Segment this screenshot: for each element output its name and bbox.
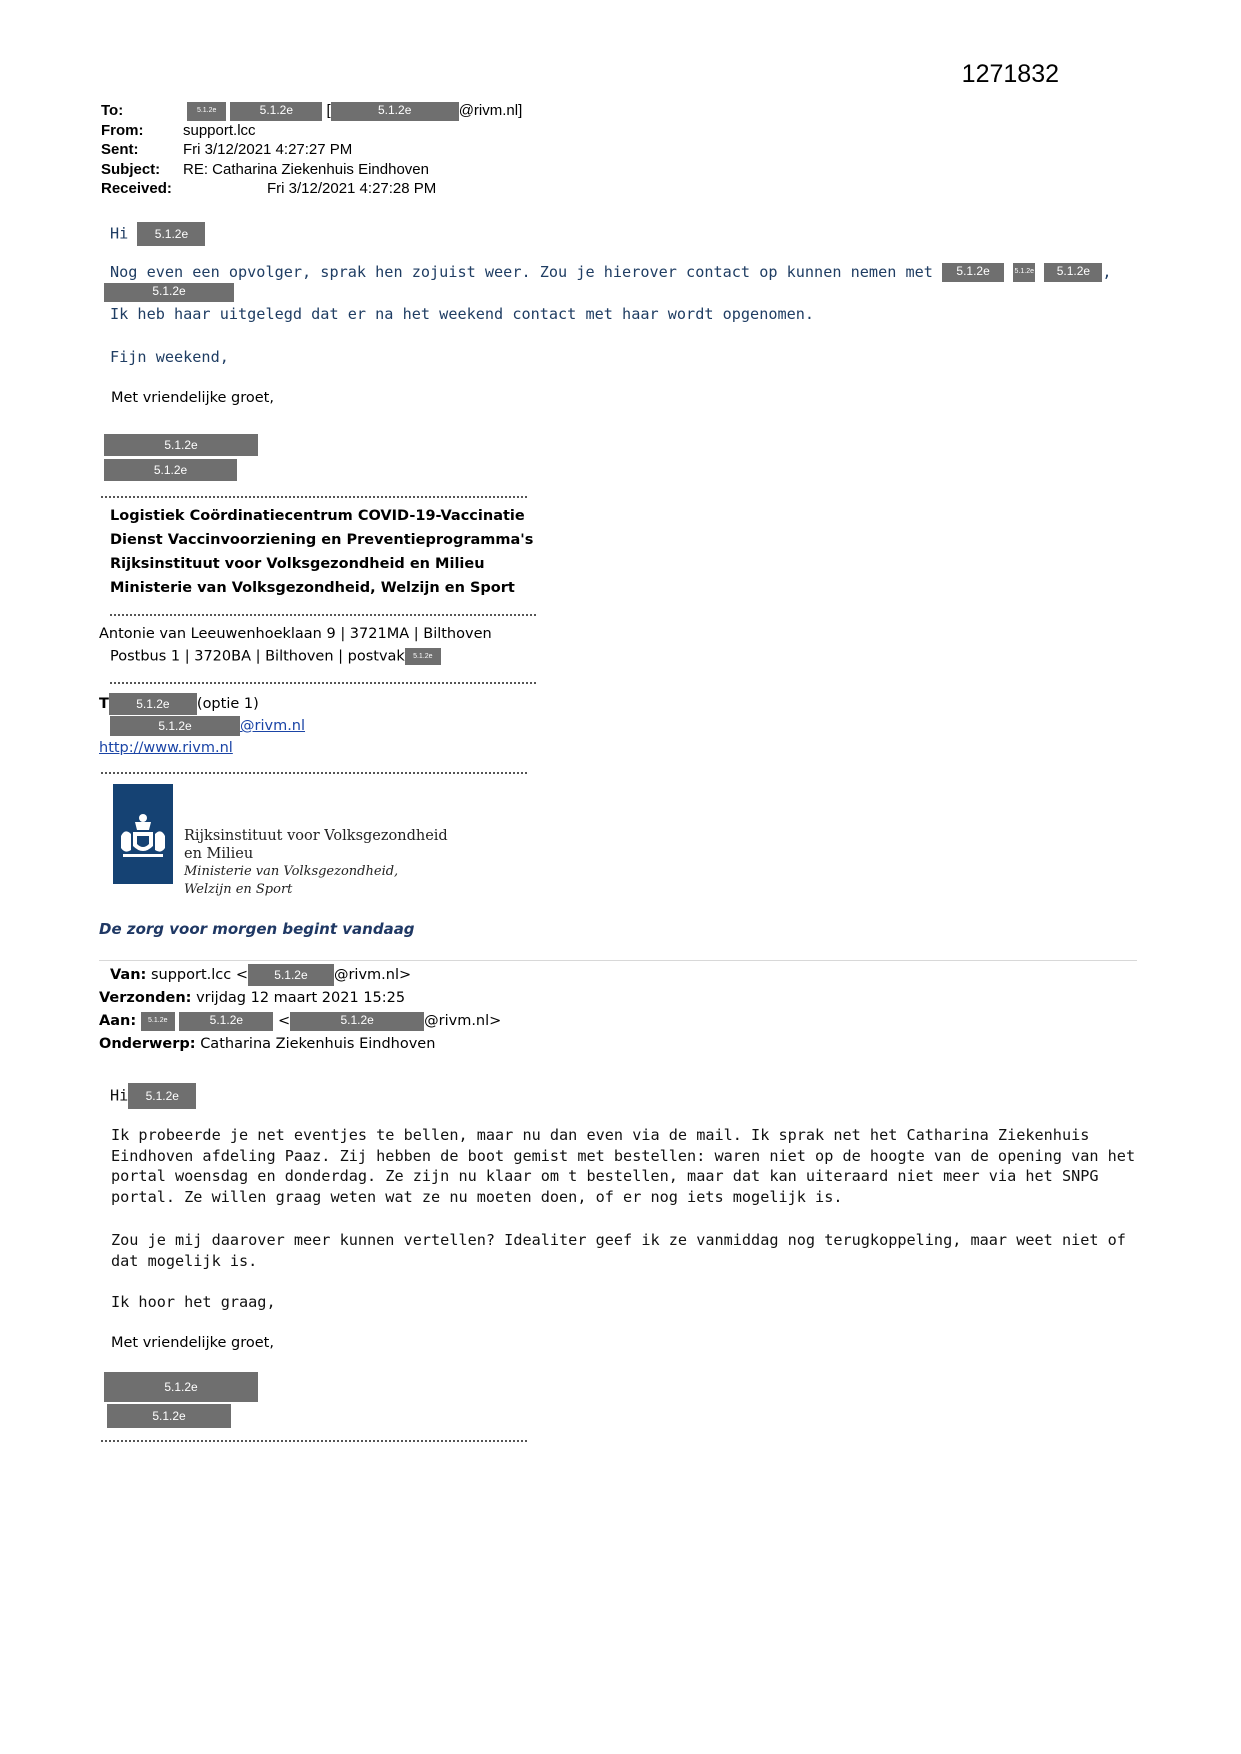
sent-value: Fri 3/12/2021 4:27:27 PM [183, 141, 353, 159]
verzonden-value: vrijdag 12 maart 2021 15:25 [196, 990, 406, 1006]
redaction: 5.1.2e [405, 648, 441, 665]
forwarded-paragraph-1 [111, 1125, 1135, 1207]
redaction: 5.1.2e [331, 102, 459, 121]
divider [101, 496, 527, 498]
forwarded-header [99, 964, 501, 1056]
redaction: 5.1.2e [179, 1012, 273, 1031]
subject-row [101, 160, 522, 180]
org-line-2: Dienst Vaccinvoorziening en Preventieprogramma's [110, 532, 534, 548]
redaction: 5.1.2e [110, 716, 240, 736]
van-label: Van: [110, 967, 147, 983]
verzonden-row [99, 987, 501, 1010]
para2-line-2: dat mogelijk is. [111, 1251, 258, 1270]
aan-row [99, 1010, 501, 1033]
reply-closing: Met vriendelijke groet, [111, 390, 274, 406]
from-value: support.lcc [183, 121, 256, 139]
to-row [101, 101, 522, 121]
subject-value: RE: Catharina Ziekenhuis Eindhoven [183, 160, 429, 178]
onderwerp-row [99, 1033, 501, 1056]
reply-greeting-row [110, 222, 205, 246]
address-line-2 [110, 648, 441, 665]
from-label: From: [101, 121, 144, 139]
org-line-1: Logistiek Coördinatiecentrum COVID-19-Vaccinatie [110, 508, 525, 524]
forwarded-greeting-row [110, 1083, 196, 1109]
separator-line [99, 960, 1137, 961]
logo-line-1: Rijksinstituut voor Volksgezondheid [184, 828, 448, 844]
reply-line3: Fijn weekend, [110, 348, 229, 366]
coat-of-arms-icon [113, 784, 173, 884]
to-bracket: [ [326, 102, 331, 119]
divider [110, 614, 536, 616]
phone-row [99, 693, 259, 715]
redaction: 5.1.2e [290, 1012, 424, 1031]
logo-line-4: Welzijn en Sport [184, 882, 293, 897]
forwarded-paragraph-2 [111, 1230, 1126, 1271]
para1-line-3: portal woensdag en donderdag. Ze zijn nu klaar om t bestellen, maar dat kan uiteraard niet meer via het SNPG [111, 1167, 1099, 1185]
sent-label: Sent: [101, 141, 139, 159]
phone-suffix: (optie 1) [196, 696, 259, 712]
divider [101, 1440, 527, 1442]
para1-line-1: Ik probeerde je net eventjes te bellen, maar nu dan even via de mail. Ik sprak net het Catharina Ziekenhuis [111, 1126, 1090, 1144]
email-row [110, 716, 305, 736]
logo-line-3: Ministerie van Volksgezondheid, [184, 864, 399, 879]
redaction: 5.1.2e [187, 102, 226, 121]
rijksoverheid-logo [113, 784, 173, 884]
from-row [101, 121, 522, 141]
reply-line1-comma: , [1102, 263, 1112, 281]
sent-row [101, 140, 522, 160]
received-label: Received: [101, 180, 172, 198]
onderwerp-value: Catharina Ziekenhuis Eindhoven [200, 1036, 436, 1052]
redaction: 5.1.2e [104, 1372, 258, 1402]
org-line-3: Rijksinstituut voor Volksgezondheid en Milieu [110, 556, 485, 572]
divider [110, 682, 536, 684]
redaction: 5.1.2e [141, 1012, 175, 1031]
van-row [99, 964, 501, 987]
reply-greeting: Hi [110, 224, 129, 243]
website-link[interactable]: http://www.rivm.nl [99, 740, 233, 756]
reply-line1 [110, 263, 1112, 282]
email-link[interactable]: @rivm.nl [240, 718, 306, 734]
redaction: 5.1.2e [942, 263, 1004, 282]
address-line-2-text: Postbus 1 | 3720BA | Bilthoven | postvak [110, 648, 405, 665]
redaction: 5.1.2e [137, 222, 205, 246]
redaction: 5.1.2e [104, 434, 258, 456]
logo-line-2: en Milieu [184, 846, 254, 862]
forwarded-paragraph-3: Ik hoor het graag, [111, 1293, 276, 1311]
para2-line-1: Zou je mij daarover meer kunnen vertellen? Idealiter geef ik ze vanmiddag nog terugkoppeling, maar weet niet of [111, 1231, 1126, 1249]
redaction: 5.1.2e [1044, 263, 1102, 282]
redaction: 5.1.2e [109, 693, 197, 715]
van-suffix: @rivm.nl> [333, 967, 412, 983]
redaction: 5.1.2e [104, 283, 234, 302]
forwarded-closing: Met vriendelijke groet, [111, 1335, 274, 1351]
van-value: support.lcc < [150, 967, 248, 983]
motto: De zorg voor morgen begint vandaag [99, 920, 415, 938]
redaction: 5.1.2e [248, 964, 334, 986]
redaction: 5.1.2e [230, 102, 322, 121]
redaction: 5.1.2e [1013, 263, 1035, 282]
received-value: Fri 3/12/2021 4:27:28 PM [267, 180, 437, 198]
reply-line2: Ik heb haar uitgelegd dat er na het weekend contact met haar wordt opgenomen. [110, 305, 815, 323]
to-suffix: @rivm.nl] [458, 102, 523, 119]
email-header [101, 101, 522, 199]
redaction: 5.1.2e [128, 1083, 196, 1109]
to-label: To: [101, 102, 124, 119]
para1-line-2: Eindhoven afdeling Paaz. Zij hebben de boot gemist met bestellen: waren niet op de hoogte van de opening van het [111, 1146, 1136, 1165]
phone-label: T [99, 696, 109, 712]
verzonden-label: Verzonden: [99, 990, 192, 1006]
redaction: 5.1.2e [104, 459, 237, 481]
logo-text [184, 827, 448, 899]
aan-label: Aan: [99, 1013, 137, 1029]
divider [101, 772, 527, 774]
signature-org [110, 504, 533, 600]
aan-suffix: @rivm.nl> [424, 1013, 502, 1029]
subject-label: Subject: [101, 160, 161, 178]
received-row [101, 179, 522, 199]
address-line-1: Antonie van Leeuwenhoeklaan 9 | 3721MA | Bilthoven [99, 626, 492, 642]
forwarded-greeting: Hi [110, 1086, 129, 1105]
org-line-4: Ministerie van Volksgezondheid, Welzijn en Sport [110, 580, 515, 596]
reply-line1-text: Nog even een opvolger, sprak hen zojuist weer. Zou je hierover contact op kunnen nemen met [110, 263, 933, 281]
aan-lt: < [277, 1013, 291, 1029]
document-id: 1271832 [961, 60, 1059, 88]
onderwerp-label: Onderwerp: [99, 1036, 196, 1052]
redaction: 5.1.2e [107, 1404, 231, 1428]
para1-line-4: portal. Ze willen graag weten wat ze nu moeten doen, of er nog iets mogelijk is. [111, 1187, 843, 1206]
